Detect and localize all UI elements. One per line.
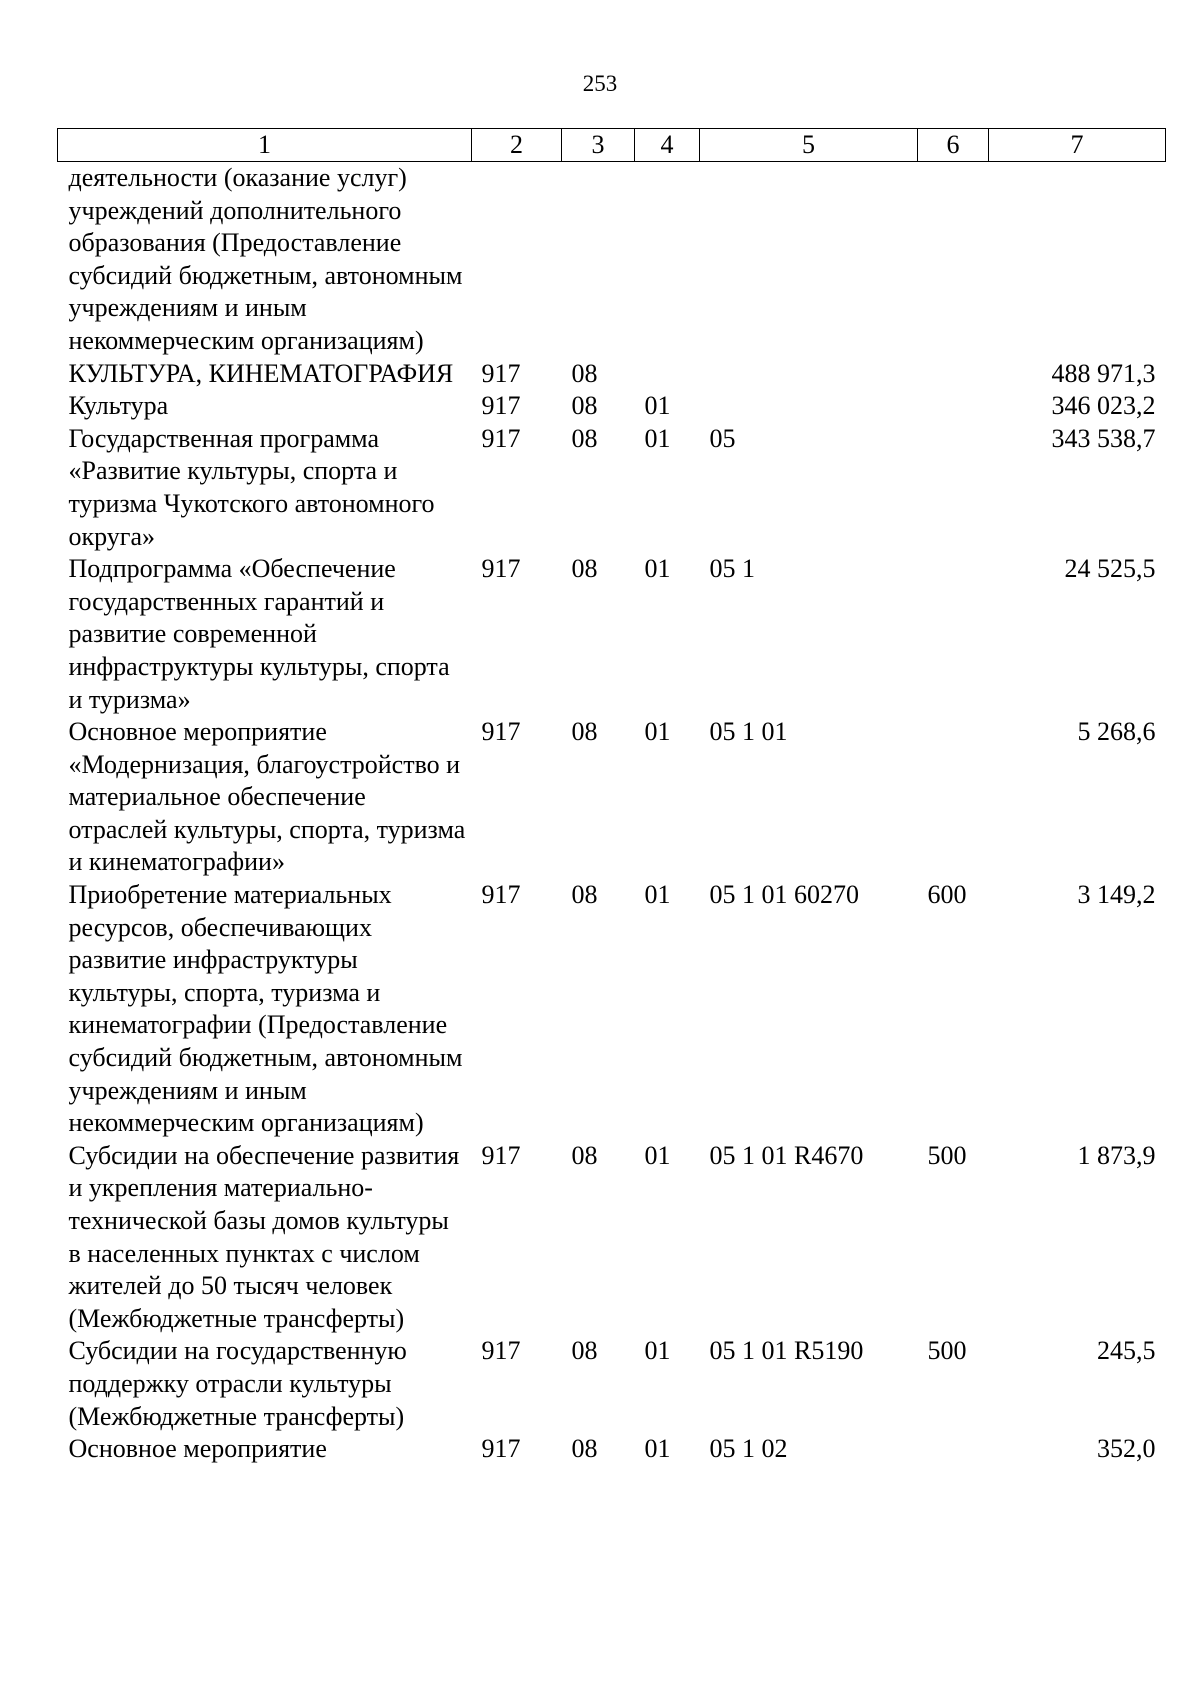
row-name: Культура [68, 391, 169, 421]
target-article-code: 05 1 01 60270 [709, 880, 859, 910]
ministry-code: 917 [481, 880, 521, 910]
row-name: Приобретение материальных ресурсов, обеспечивающих развитие инфраструктуры культуры, спорта, туризма и кинематографии (Предоставление субсидий бюджетным, автономным учреждениям и иным некоммерческим организациям) [68, 880, 463, 1138]
expense-type-code [918, 390, 989, 423]
target-article-code: 05 1 [709, 554, 755, 584]
target-article-code: 05 1 02 [709, 1434, 788, 1464]
table-row [58, 553, 1166, 716]
ministry-code [472, 162, 562, 358]
row-name: Государственная программа «Развитие культуры, спорта и туризма Чукотского автономного округа» [68, 423, 435, 551]
ministry-code: 917 [481, 358, 521, 388]
row-name: КУЛЬТУРА, КИНЕМАТОГРАФИЯ [68, 358, 454, 388]
section-code: 08 [571, 880, 598, 910]
column-header-6: 6 [918, 129, 989, 162]
amount [989, 162, 1166, 358]
target-article-code [700, 162, 918, 358]
target-article-code: 05 1 01 R4670 [709, 1140, 864, 1170]
amount: 1 873,9 [1077, 1140, 1156, 1170]
table-row [58, 1433, 1166, 1466]
ministry-code: 917 [481, 423, 521, 453]
table-row [58, 390, 1166, 423]
section-code: 08 [571, 358, 598, 388]
ministry-code: 917 [481, 1336, 521, 1366]
subsection-code: 01 [644, 554, 671, 584]
target-article-code [700, 358, 918, 391]
expense-type-code [918, 716, 989, 879]
subsection-code: 01 [644, 717, 671, 747]
table-row [58, 423, 1166, 553]
expense-type-code [918, 553, 989, 716]
row-name: Основное мероприятие [68, 1434, 327, 1464]
column-header-4: 4 [635, 129, 700, 162]
ministry-code: 917 [481, 391, 521, 421]
ministry-code: 917 [481, 717, 521, 747]
table-row [58, 1140, 1166, 1336]
column-header-5: 5 [700, 129, 918, 162]
section-code: 08 [571, 1434, 598, 1464]
subsection-code: 01 [644, 1434, 671, 1464]
ministry-code: 917 [481, 1140, 521, 1170]
subsection-code: 01 [644, 423, 671, 453]
row-name: Основное мероприятие «Модернизация, благоустройство и материальное обеспечение отраслей культуры, спорта, туризма и кинематографии» [68, 717, 466, 877]
section-code [562, 162, 635, 358]
row-name: Подпрограмма «Обеспечение государственных гарантий и развитие современной инфраструктуры культуры, спорта и туризма» [68, 554, 450, 714]
section-code: 08 [571, 423, 598, 453]
section-code: 08 [571, 717, 598, 747]
table-body [58, 162, 1166, 1466]
amount: 343 538,7 [1051, 423, 1156, 453]
amount: 3 149,2 [1077, 880, 1156, 910]
table-row [58, 1335, 1166, 1433]
section-code: 08 [571, 1140, 598, 1170]
row-name: Субсидии на государственную поддержку отрасли культуры (Межбюджетные трансферты) [68, 1336, 407, 1431]
column-header-2: 2 [472, 129, 562, 162]
table-header [58, 129, 1166, 162]
section-code: 08 [571, 554, 598, 584]
table-row [58, 716, 1166, 879]
column-header-1: 1 [58, 129, 472, 162]
row-name: Субсидии на обеспечение развития и укрепления материально-технической базы домов культуры в населенных пунктах с числом жителей до 50 тысяч человек (Межбюджетные трансферты) [68, 1140, 460, 1333]
page-number: 253 [582, 71, 618, 96]
section-code: 08 [571, 391, 598, 421]
ministry-code: 917 [481, 1434, 521, 1464]
expense-type-code [918, 358, 989, 391]
amount: 24 525,5 [1064, 554, 1156, 584]
table-row [58, 358, 1166, 391]
header-row [58, 129, 1166, 162]
amount: 346 023,2 [1051, 391, 1156, 421]
amount: 352,0 [1097, 1434, 1156, 1464]
table-row [58, 162, 1166, 358]
target-article-code [700, 390, 918, 423]
target-article-code: 05 1 01 [709, 717, 788, 747]
expense-type-code: 500 [927, 1140, 967, 1170]
amount: 488 971,3 [1051, 358, 1156, 388]
subsection-code: 01 [644, 1336, 671, 1366]
column-header-3: 3 [562, 129, 635, 162]
subsection-code: 01 [644, 1140, 671, 1170]
subsection-code [635, 162, 700, 358]
subsection-code [635, 358, 700, 391]
section-code: 08 [571, 1336, 598, 1366]
target-article-code: 05 [709, 423, 736, 453]
expense-type-code: 600 [927, 880, 967, 910]
expense-type-code [918, 1433, 989, 1466]
amount: 5 268,6 [1077, 717, 1156, 747]
subsection-code: 01 [644, 880, 671, 910]
expense-type-code: 500 [927, 1336, 967, 1366]
ministry-code: 917 [481, 554, 521, 584]
column-header-7: 7 [989, 129, 1166, 162]
amount: 245,5 [1097, 1336, 1156, 1366]
budget-table [57, 128, 1166, 1466]
expense-type-code [918, 162, 989, 358]
row-name: деятельности (оказание услуг) учреждений дополнительного образования (Предоставление субсидий бюджетным, автономным учреждениям и иным некоммерческим организациям) [68, 163, 463, 355]
expense-type-code [918, 423, 989, 553]
subsection-code: 01 [644, 391, 671, 421]
table-row [58, 879, 1166, 1140]
target-article-code: 05 1 01 R5190 [709, 1336, 864, 1366]
